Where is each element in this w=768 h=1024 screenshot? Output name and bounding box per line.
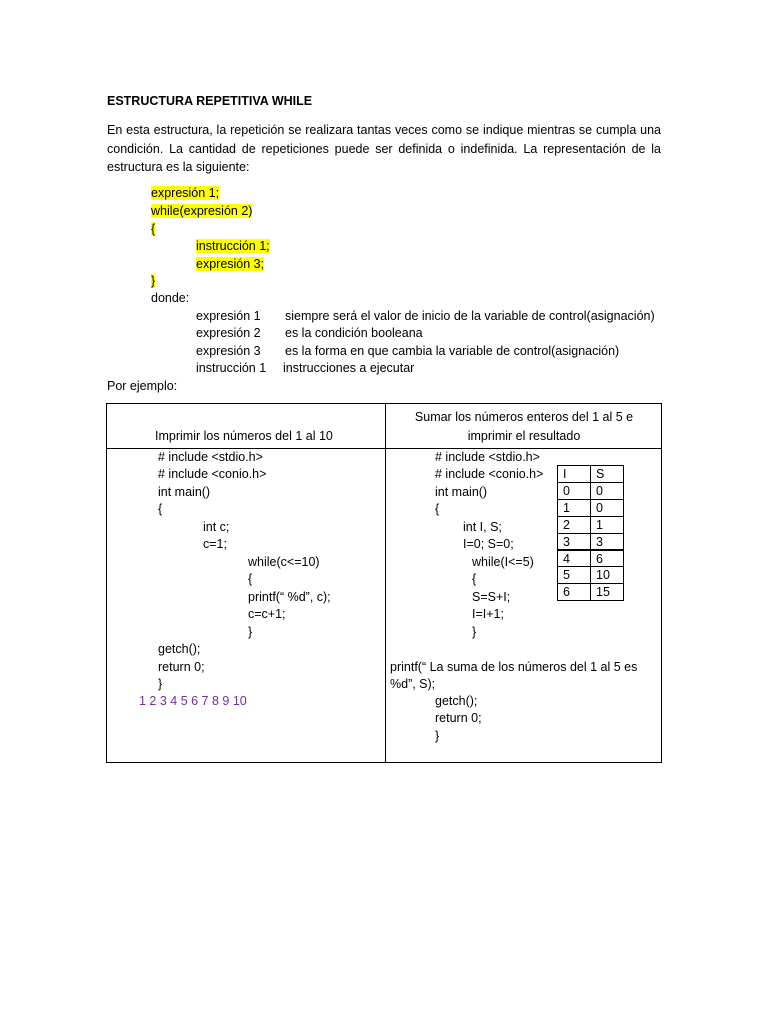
program-output: 1 2 3 4 5 6 7 8 9 10 [139,694,247,708]
trace-cell: 1 [557,499,591,517]
right-code-line: # include <conio.h> [435,467,544,481]
left-code-line: int main() [158,485,211,499]
trace-cell: 5 [557,566,591,584]
right-code-line: printf(“ La suma de los números del 1 al 5 es [390,660,638,674]
intro-paragraph: En esta estructura, la repetición se realizara tantas veces como se indique mientras se cumpla una condición. La cantidad de repeticiones puede ser definida o indefinida. La representación de la estructura es la siguiente: [107,123,661,174]
syntax-line-2: while(expresión 2) [151,204,253,218]
left-code-line: int c; [203,520,230,534]
left-code-line: getch(); [158,642,201,656]
right-column-header-line2: imprimir el resultado [467,429,581,443]
trace-cell: 10 [590,566,624,584]
right-code-line: I=I+1; [472,607,504,621]
left-code-line: # include <stdio.h> [158,450,263,464]
left-code-line: { [248,572,253,586]
definition-term: expresión 2 [196,326,261,340]
syntax-line-1: expresión 1; [151,186,220,200]
right-code-line: I=0; S=0; [463,537,514,551]
definition-term: expresión 1 [196,309,261,323]
definition-desc: instrucciones a ejecutar [283,361,415,375]
definition-desc: siempre será el valor de inicio de la variable de control(asignación) [285,309,655,323]
trace-cell: 0 [557,482,591,500]
right-code-line: { [472,572,477,586]
left-column-header: Imprimir los números del 1 al 10 [155,429,333,443]
trace-cell: 1 [590,516,624,534]
right-column-header-line1: Sumar los números enteros del 1 al 5 e [414,410,634,424]
trace-header-cell: S [590,465,624,483]
trace-cell: 6 [557,583,591,601]
left-code-line: while(c<=10) [248,555,320,569]
right-code-line: } [435,729,440,743]
right-code-line: int I, S; [463,520,502,534]
right-code-line: getch(); [435,694,478,708]
definition-term: expresión 3 [196,344,261,358]
left-code-line: c=c+1; [248,607,286,621]
trace-cell: 0 [590,499,624,517]
example-label: Por ejemplo: [107,379,178,393]
right-code-line: %d”, S); [390,677,436,691]
table-header-divider [106,448,662,449]
right-code-line: # include <stdio.h> [435,450,540,464]
left-code-line: return 0; [158,660,205,674]
donde-label: donde: [151,291,190,305]
syntax-close-brace: } [151,274,156,288]
definition-term: instrucción 1 [196,361,267,375]
trace-header-cell: I [557,465,591,483]
trace-cell: 6 [590,550,624,568]
right-code-line: S=S+I; [472,590,511,604]
right-code-line: return 0; [435,711,482,725]
trace-cell: 3 [557,533,591,551]
syntax-open-brace: { [151,222,156,236]
left-code-line: printf(“ %d”, c); [248,590,331,604]
table-column-divider [385,403,386,763]
trace-cell: 2 [557,516,591,534]
page-title: ESTRUCTURA REPETITIVA WHILE [107,94,313,108]
trace-cell: 15 [590,583,624,601]
right-code-line: { [435,502,440,516]
definition-desc: es la forma en que cambia la variable de control(asignación) [285,344,620,358]
left-code-line: { [158,502,163,516]
left-code-line: } [158,677,163,691]
right-code-line: int main() [435,485,488,499]
left-code-line: c=1; [203,537,227,551]
left-code-line: } [248,625,253,639]
right-code-line: while(I<=5) [472,555,534,569]
trace-cell: 4 [557,550,591,568]
trace-cell: 0 [590,482,624,500]
definition-desc: es la condición booleana [285,326,423,340]
right-code-line: } [472,625,477,639]
syntax-line-3: instrucción 1; [196,239,270,253]
trace-cell: 3 [590,533,624,551]
left-code-line: # include <conio.h> [158,467,267,481]
syntax-line-4: expresión 3; [196,257,265,271]
